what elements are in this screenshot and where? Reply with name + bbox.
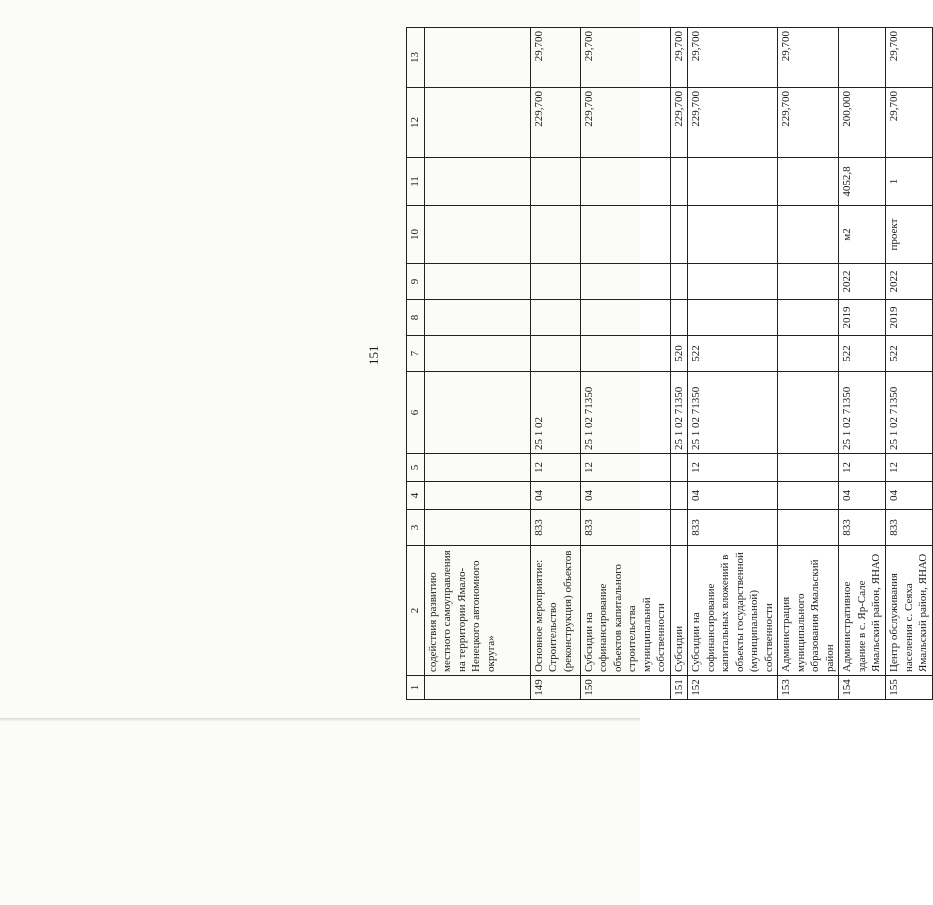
table-cell (670, 510, 688, 546)
table-row (778, 28, 839, 700)
table-cell: 25 1 02 71350 (688, 372, 778, 454)
table-cell: Субсидии на софинансирование объектов капитального строительства муниципальной собственности (580, 546, 670, 676)
table-cell: 29,700 (886, 28, 933, 88)
table-cell (670, 264, 688, 300)
page-number: 151 (366, 345, 381, 365)
table-cell (424, 300, 530, 336)
table-cell (424, 336, 530, 372)
table-cell: 29,700 (670, 28, 688, 88)
table-header-row (407, 28, 425, 700)
table-cell (424, 28, 530, 88)
table-cell (580, 264, 670, 300)
table-cell (530, 336, 580, 372)
header-cell: 10 (407, 206, 425, 264)
table-cell (778, 206, 839, 264)
table-row (886, 28, 933, 700)
table-cell (424, 482, 530, 510)
table-cell (839, 28, 886, 88)
table-cell: 29,700 (886, 88, 933, 158)
table-cell (580, 300, 670, 336)
header-cell: 9 (407, 264, 425, 300)
table-cell: 25 1 02 (530, 372, 580, 454)
table-cell (778, 158, 839, 206)
table-cell: 229,700 (530, 88, 580, 158)
table-cell: 2019 (839, 300, 886, 336)
table-cell (424, 158, 530, 206)
table-cell: 522 (839, 336, 886, 372)
table-cell (530, 264, 580, 300)
table-cell (424, 206, 530, 264)
table-cell: 12 (688, 454, 778, 482)
header-cell: 8 (407, 300, 425, 336)
header-cell: 5 (407, 454, 425, 482)
rotated-page-content (30, 0, 929, 700)
table-cell: 229,700 (688, 88, 778, 158)
header-cell: 13 (407, 28, 425, 88)
table-cell: 522 (886, 336, 933, 372)
table-cell: 4052,8 (839, 158, 886, 206)
table-cell (670, 454, 688, 482)
table-cell (424, 676, 530, 700)
table-cell (580, 206, 670, 264)
table-cell (424, 264, 530, 300)
table-cell: 229,700 (778, 88, 839, 158)
table-cell (424, 372, 530, 454)
table-cell: Центр обслуживания населения с. Сеяха Ямальский район, ЯНАО (886, 546, 933, 676)
table-cell (530, 206, 580, 264)
table-cell: 25 1 02 71350 (839, 372, 886, 454)
header-cell: 11 (407, 158, 425, 206)
header-cell: 12 (407, 88, 425, 158)
table-cell: Субсидии (670, 546, 688, 676)
header-cell: 1 (407, 676, 425, 700)
table-cell: Администрация муниципального образования Ямальский район (778, 546, 839, 676)
table-cell (670, 206, 688, 264)
table-cell: 12 (580, 454, 670, 482)
table-cell: 154 (839, 676, 886, 700)
table-cell (424, 88, 530, 158)
table-cell: Административное здание в с. Яр-Сале Ямальский район, ЯНАО (839, 546, 886, 676)
table-cell (424, 454, 530, 482)
table-row (530, 28, 580, 700)
table-cell: 25 1 02 71350 (580, 372, 670, 454)
table-cell: 522 (688, 336, 778, 372)
table-cell (688, 158, 778, 206)
table-row (424, 28, 530, 700)
table-cell: 2019 (886, 300, 933, 336)
header-cell: 4 (407, 482, 425, 510)
table-cell (424, 510, 530, 546)
table-cell: 833 (530, 510, 580, 546)
table-cell: 150 (580, 676, 670, 700)
table-cell: 25 1 02 71350 (670, 372, 688, 454)
table-cell: 229,700 (580, 88, 670, 158)
table-cell: 04 (688, 482, 778, 510)
table-cell: 833 (688, 510, 778, 546)
table-cell: 12 (839, 454, 886, 482)
table-cell: 04 (580, 482, 670, 510)
table-cell: проект (886, 206, 933, 264)
table-cell: 29,700 (580, 28, 670, 88)
table-cell: 29,700 (778, 28, 839, 88)
table-cell (778, 264, 839, 300)
table-cell: 2022 (886, 264, 933, 300)
table-row (839, 28, 886, 700)
table-cell: 29,700 (530, 28, 580, 88)
table-cell: 229,700 (670, 88, 688, 158)
table-cell: 1 (886, 158, 933, 206)
header-cell: 3 (407, 510, 425, 546)
table-cell: 12 (886, 454, 933, 482)
table-cell: 29,700 (688, 28, 778, 88)
table-cell: 520 (670, 336, 688, 372)
table-cell: 153 (778, 676, 839, 700)
table-cell (580, 158, 670, 206)
header-cell: 6 (407, 372, 425, 454)
table-row (670, 28, 688, 700)
table-cell (688, 300, 778, 336)
table-cell (778, 336, 839, 372)
table-cell (778, 300, 839, 336)
table-cell: 151 (670, 676, 688, 700)
table-cell: 833 (886, 510, 933, 546)
table-cell: Основное мероприятие: Строительство (реконструкция) объектов (530, 546, 580, 676)
table-cell (778, 454, 839, 482)
table-cell: 833 (580, 510, 670, 546)
table-cell: 04 (530, 482, 580, 510)
table-body (407, 28, 933, 700)
table-cell: 152 (688, 676, 778, 700)
budget-table (406, 27, 933, 700)
table-cell: содействия развитию местного самоуправления на территории Ямало-Ненецкого автономного округа» (424, 546, 530, 676)
table-cell: 04 (839, 482, 886, 510)
table-cell: 12 (530, 454, 580, 482)
header-cell: 7 (407, 336, 425, 372)
table-cell: м2 (839, 206, 886, 264)
table-cell (530, 158, 580, 206)
header-cell: 2 (407, 546, 425, 676)
table-cell (688, 206, 778, 264)
table-cell: 04 (886, 482, 933, 510)
table-cell (670, 300, 688, 336)
table-cell (670, 482, 688, 510)
table-cell (688, 264, 778, 300)
table-cell (580, 336, 670, 372)
table-cell: 833 (839, 510, 886, 546)
table-row (688, 28, 778, 700)
table-cell (778, 482, 839, 510)
table-cell (530, 300, 580, 336)
table-cell (670, 158, 688, 206)
table-row (580, 28, 670, 700)
scan-edge-shadow (0, 718, 640, 722)
table-cell (778, 372, 839, 454)
table-cell: 25 1 02 71350 (886, 372, 933, 454)
table-cell: 149 (530, 676, 580, 700)
table-cell: Субсидии на софинансирование капитальных вложений в объекты государственной (муниципальной) собственности (688, 546, 778, 676)
table-cell: 155 (886, 676, 933, 700)
table-cell: 200,000 (839, 88, 886, 158)
table-cell (778, 510, 839, 546)
table-cell: 2022 (839, 264, 886, 300)
